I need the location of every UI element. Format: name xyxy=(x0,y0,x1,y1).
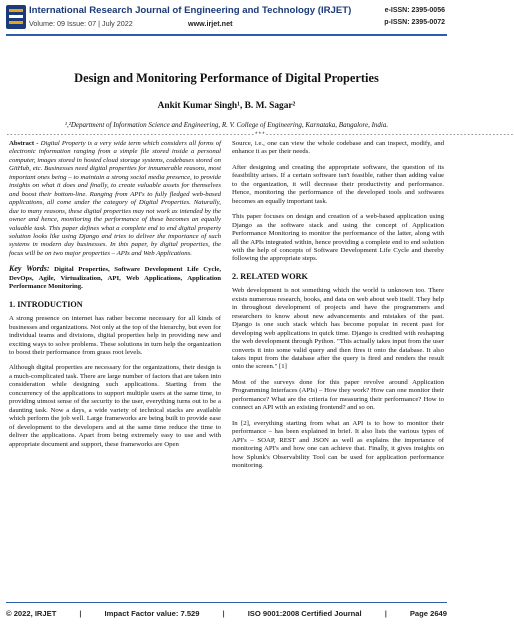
paper-affiliation: ¹,²Department of Information Science and Engineering, R. V. College of Engineering, Karnataka, Bangalore, India. xyxy=(64,121,389,129)
footer-separator: | xyxy=(384,609,387,618)
footer-separator: | xyxy=(222,609,225,618)
paper-title: Design and Monitoring Performance of Digital Properties xyxy=(74,71,379,85)
footer-separator: | xyxy=(79,609,82,618)
keywords-text: Digital Properties, Software Development Life Cycle, DevOps, Agile, Virtualization, API, Web Applications, Application Performance Monitoring. xyxy=(9,266,222,291)
footer-page-number: Page 2649 xyxy=(409,609,447,618)
intro-paragraph-3: Source, i.e., one can view the whole codebase and can inspect, modify, and enhance it as per their needs. xyxy=(232,140,444,156)
section-heading-introduction: 1. INTRODUCTION xyxy=(9,299,83,309)
footer-divider xyxy=(6,602,447,603)
title-separator: ---------------------------------------------------------------------***--------------------------------------------------------------------- xyxy=(6,131,514,138)
right-column xyxy=(232,140,444,477)
related-paragraph-1: Web development is not something which the world is unknown too. There exists numerous research, books, and data on web about web itself. They help in throughout development of projects and have the programmers and researchers to know about new advancements and mistakes of the past. Django is one such stack which has become popular in recent past for developing web applications in quick time. Django is credited with reshaping the web development through Python. "This actually takes input from the user converts it into some valid query and then fires it onto the database. It also takes input from the database after the query is fired and renders the result onto the screen." [1] xyxy=(232,287,444,371)
keywords-label: Key Words: xyxy=(9,264,50,274)
keywords xyxy=(9,265,221,291)
intro-paragraph-4: After designing and creating the appropriate software, the question of its feasibility arises. If a certain software isn't feasible, rather than adding value to the organization, it will decrease their productivity and performance. Hence, monitoring the performance of the developed tools and softwares becomes an equally important task. xyxy=(232,163,444,205)
footer-copyright: © 2022, IRJET xyxy=(6,609,57,618)
abstract-text: Digital Property is a very wide term which considers all forms of electronic information ranging from a simple file stored inside a personal computer, images stored in hosted cloud storage systems, codebases stored on GitHub, etc. Businesses need digital properties for innumerable reasons, most important ones being – to maintain a strong social media presence, to provide insights on what it does and finally, to create valuable assets for themselves and boost their bottom-line. Ranging from API's to fully fledged web-based applications, all come under the category of Digital Properties. Naturally, due to many reasons, these digital properties may not work as intended by the owner and hence, monitoring the performance of these becomes an equally valuable task. This paper defines what a complete end to end digital property solution looks like using Django and tries to deliver the importance of such systems in modern day businesses. In this paper, by digital properties, the focus will be on two major properties – APIs and Web Applications. xyxy=(9,140,222,257)
header-divider xyxy=(6,34,447,36)
journal-header xyxy=(0,0,453,36)
intro-paragraph-1: A strong presence on internet has rather become necessary for all kinds of businesses and organizations. Not only at the top of the hierarchy, but even for individual teams and divisions, digital properties help in providing new and exciting ways to solve problems. These solutions in turn help the organization to boost their performance from grass root levels. xyxy=(9,315,221,356)
journal-website-link[interactable]: www.irjet.net xyxy=(188,19,233,28)
footer-iso: ISO 9001:2008 Certified Journal xyxy=(247,609,362,618)
journal-name: International Research Journal of Engineering and Technology (IRJET) xyxy=(29,5,352,16)
volume-issue: Volume: 09 Issue: 07 | July 2022 xyxy=(29,19,133,28)
related-paragraph-2: Most of the surveys done for this paper revolve around Application Programming Interfaces (APIs) – How they work? How can one monitor their performance? What are the criteria for measuring their performance? How to connect an API with an existing frontend? and so on. xyxy=(232,378,444,412)
abstract xyxy=(9,140,221,258)
left-column xyxy=(9,140,221,456)
p-issn: p-ISSN: 2395-0072 xyxy=(384,19,445,26)
e-issn: e-ISSN: 2395-0056 xyxy=(384,7,445,14)
related-paragraph-3: In [2], everything starting from what an API is to how to monitor their performance – has been explained in brief. It also lists the various types of API's – SOAP, REST and JSON as well as explains the importance of monitoring API's and how one can achieve that. Finally, it gives insights on how Splunk's Observability Tool can be used for application performance monitoring. xyxy=(232,419,444,469)
irjet-logo-icon xyxy=(6,5,26,29)
section-heading-related-work: 2. RELATED WORK xyxy=(232,271,308,281)
intro-paragraph-5: This paper focuses on design and creation of a web-based application using Django as the software stack and using the concept of Application Performance Monitoring to monitor the performance of the latter, along with all the APIs integrated within, hence providing a complete end to end solution with the help of concepts of Software Development Life Cycle and thereby following the appropriate steps. xyxy=(232,213,444,263)
paper-authors: Ankit Kumar Singh¹, B. M. Sagar² xyxy=(157,101,296,111)
intro-paragraph-2: Although digital properties are necessary for the organizations, their design is a much-complicated task. There are large number of factors that are taken into consideration while designing such applications. Starting from the concurrency of the applications to support multiple users at the same time, to providing utmost sense of the security to the user, everything turns out to be a daunting task. Now a days, a wide variety of technical stacks are available which perform the job well. Large frameworks are being built to provide ease of development to the developers and at the same time reduce the time to deliver the applications. Apart from being extremely easy to use and with appropriate document and support, these frameworks are Open xyxy=(9,364,221,448)
abstract-label: Abstract - xyxy=(9,140,39,147)
page-footer xyxy=(6,609,447,621)
footer-impact-factor: Impact Factor value: 7.529 xyxy=(104,609,200,618)
